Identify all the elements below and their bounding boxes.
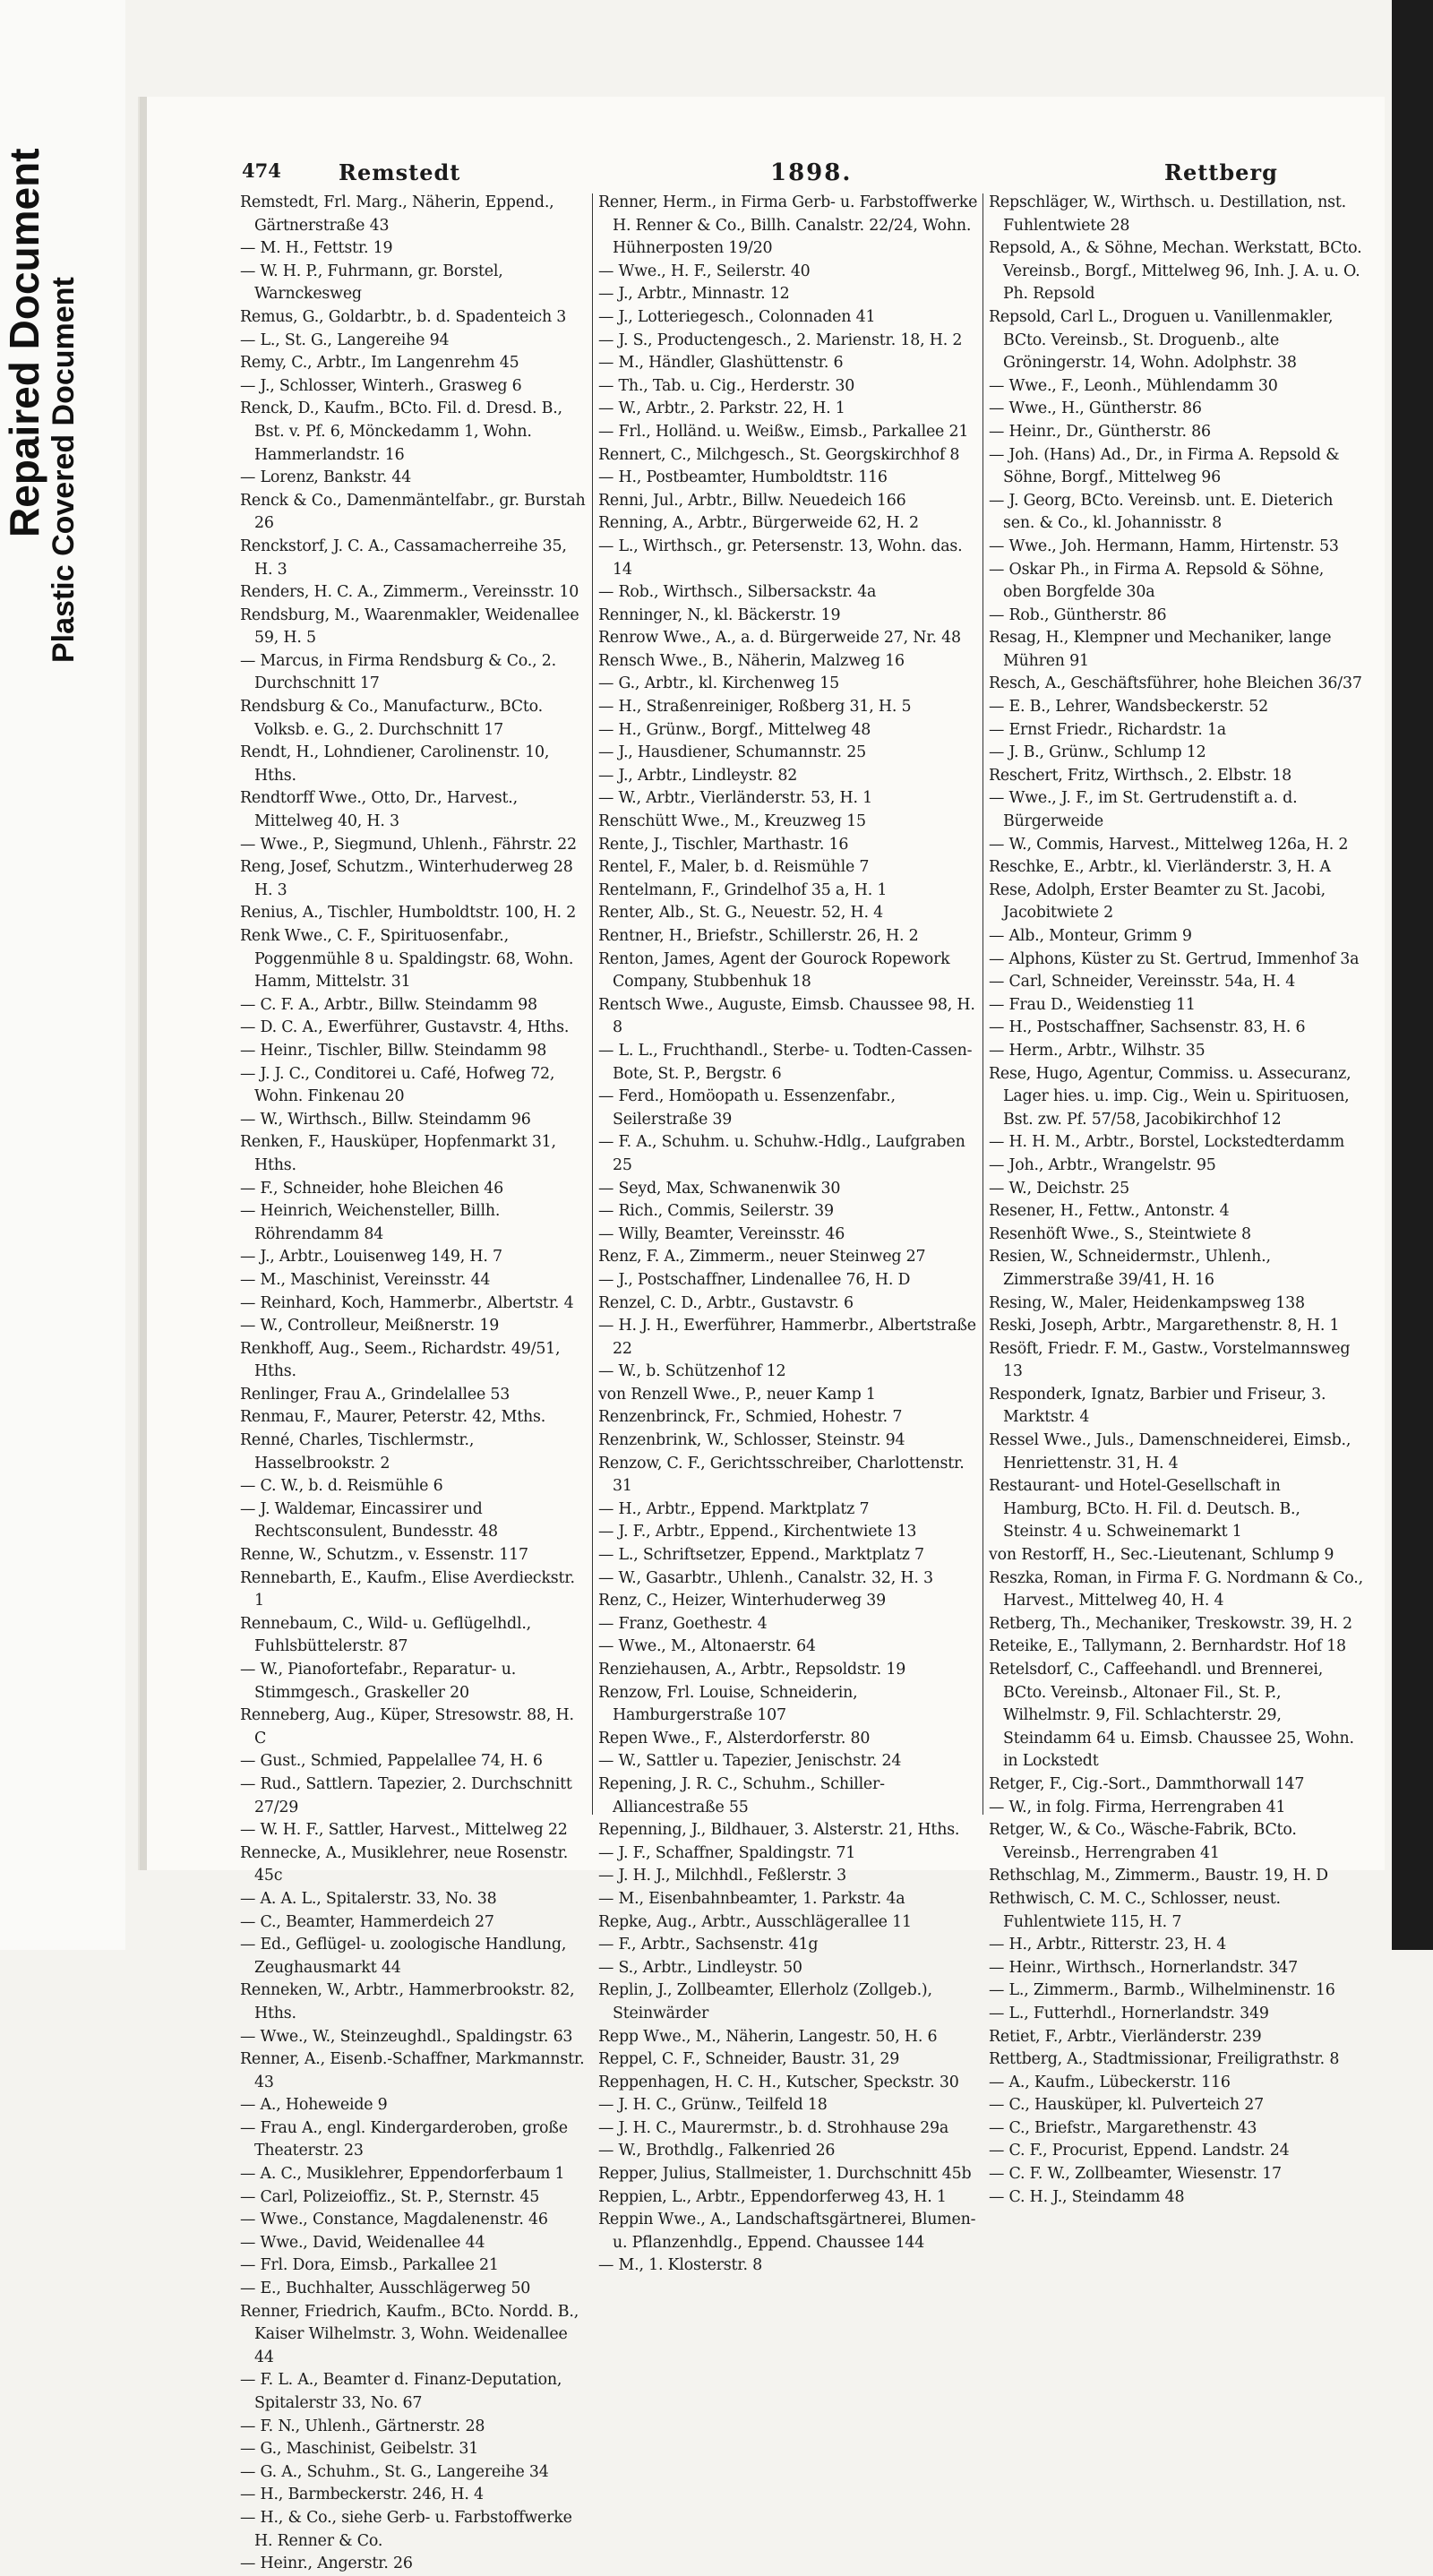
directory-entry: — Wwe., Constance, Magdalenenstr. 46 <box>240 2211 548 2229</box>
directory-entry: — W., Pianofortefabr., Reparatur- u. Stimmgesch., Graskeller 20 <box>240 1661 517 1702</box>
directory-entry: Resenhöft Wwe., S., Steintwiete 8 <box>989 1224 1251 1243</box>
directory-column-3 <box>989 192 1363 2206</box>
directory-entry: Rennebarth, E., Kaufm., Elise Averdieckstr. 1 <box>240 1568 575 1610</box>
directory-entry: — M., Händler, Glashüttenstr. 6 <box>598 354 844 373</box>
directory-entry: Renner, Friedrich, Kaufm., BCto. Nordd. B., Kaiser Wilhelmstr. 3, Wohn. Weidenallee 44 <box>240 2302 579 2366</box>
scan-margin-right <box>1392 0 1433 1950</box>
directory-entry: Remstedt, Frl. Marg., Näherin, Eppend., Gärtnerstraße 43 <box>240 193 554 235</box>
directory-entry: — L., Schriftsetzer, Eppend., Marktplatz 7 <box>598 1546 924 1565</box>
directory-entry: — Carl, Polizeioffiz., St. P., Sternstr. 45 <box>240 2187 540 2206</box>
directory-entry: Rentner, H., Briefstr., Schillerstr. 26, H. 2 <box>598 927 919 945</box>
directory-entry: Repen Wwe., F., Alsterdorferstr. 80 <box>598 1729 871 1747</box>
directory-entry: Rendsburg, M., Waarenmakler, Weidenallee 59, H. 5 <box>240 605 579 648</box>
directory-entry: — C., Briefstr., Margarethenstr. 43 <box>989 2118 1257 2137</box>
directory-entry: — Oskar Ph., in Firma A. Repsold & Söhne, oben Borgfelde 30a <box>989 560 1325 602</box>
directory-entry: — J., Lotteriegesch., Colonnaden 41 <box>598 307 876 326</box>
directory-entry: — W., Arbtr., 2. Parkstr. 22, H. 1 <box>598 399 845 418</box>
directory-entry: Renmau, F., Maurer, Peterstr. 42, Mths. <box>240 1408 546 1427</box>
directory-column-1 <box>240 192 588 2573</box>
directory-entry: Reszka, Roman, in Firma F. G. Nordmann & Co., Harvest., Mittelweg 40, H. 4 <box>989 1568 1363 1610</box>
directory-entry: Remy, C., Arbtr., Im Langenrehm 45 <box>240 354 519 373</box>
directory-entry: Renter, Alb., St. G., Neuestr. 52, H. 4 <box>598 904 884 923</box>
directory-entry: Retger, F., Cig.-Sort., Dammthorwall 147 <box>989 1774 1305 1793</box>
directory-entry: — W., b. Schützenhof 12 <box>598 1362 786 1381</box>
directory-entry: Reteike, E., Tallymann, 2. Bernhardstr. Hof 18 <box>989 1637 1346 1656</box>
directory-entry: Rennebaum, C., Wild- u. Geflügelhdl., Fuhlsbüttelerstr. 87 <box>240 1614 532 1656</box>
directory-entry: Renck & Co., Damenmäntelfabr., gr. Burstah 26 <box>240 491 586 533</box>
directory-entry: Rensch Wwe., B., Näherin, Malzweg 16 <box>598 651 905 670</box>
directory-entry: — Rob., Güntherstr. 86 <box>989 605 1167 624</box>
directory-entry: — Frau D., Weidenstieg 11 <box>989 995 1196 1014</box>
directory-entry: — J., Hausdiener, Schumannstr. 25 <box>598 743 866 762</box>
directory-entry: — Frl., Holländ. u. Weißw., Eimsb., Parkallee 21 <box>598 422 969 441</box>
directory-entry: Rendsburg & Co., Manufacturw., BCto. Volksb. e. G., 2. Durchschnitt 17 <box>240 698 543 739</box>
left-keyword: Remstedt <box>339 159 461 185</box>
directory-entry: Rennecke, A., Musiklehrer, neue Rosenstr. 45c <box>240 1843 569 1885</box>
directory-entry: Responderk, Ignatz, Barbier und Friseur, 3. Marktstr. 4 <box>989 1385 1326 1427</box>
directory-entry: Renschütt Wwe., M., Kreuzweg 15 <box>598 812 866 831</box>
directory-entry: Repenning, J., Bildhauer, 3. Alsterstr. 21, Hths. <box>598 1821 960 1840</box>
directory-entry: — Willy, Beamter, Vereinsstr. 46 <box>598 1224 845 1243</box>
directory-entry: Renzow, Frl. Louise, Schneiderin, Hamburgerstraße 107 <box>598 1683 858 1725</box>
directory-entry: — J., Arbtr., Louisenweg 149, H. 7 <box>240 1248 502 1267</box>
directory-entry: — D. C. A., Ewerführer, Gustavstr. 4, Hths. <box>240 1018 570 1037</box>
directory-entry: — H., Postbeamter, Humboldtstr. 116 <box>598 468 888 487</box>
directory-entry: — C. F. W., Zollbeamter, Wiesenstr. 17 <box>989 2165 1282 2184</box>
directory-entry: — J. F., Schaffner, Spaldingstr. 71 <box>598 1843 856 1862</box>
directory-entry: — W., Brothdlg., Falkenried 26 <box>598 2142 836 2160</box>
directory-entry: — Rob., Wirthsch., Silbersackstr. 4a <box>598 583 877 602</box>
directory-entry: Remus, G., Goldarbtr., b. d. Spadenteich 3 <box>240 307 567 326</box>
directory-entry: Reppel, C. F., Schneider, Baustr. 31, 29 <box>598 2050 900 2069</box>
directory-entry: Repening, J. R. C., Schuhm., Schiller-Alliancestraße 55 <box>598 1774 885 1816</box>
directory-entry: — Heinr., Angerstr. 26 <box>240 2555 413 2573</box>
directory-entry: — C. H. J., Steindamm 48 <box>989 2187 1185 2206</box>
directory-entry: — H. J. H., Ewerführer, Hammerbr., Albertstraße 22 <box>598 1317 976 1358</box>
directory-entry: Rentel, F., Maler, b. d. Reismühle 7 <box>598 858 870 877</box>
directory-entry: Renckstorf, J. C. A., Cassamacherreihe 35, H. 3 <box>240 537 567 579</box>
directory-entry: Repschläger, W., Wirthsch. u. Destillation, nst. Fuhlentwiete 28 <box>989 193 1346 235</box>
page-number: 474 <box>242 159 281 182</box>
page-header <box>242 159 1361 190</box>
directory-entry: Renner, A., Eisenb.-Schaffner, Markmannstr. 43 <box>240 2050 585 2091</box>
directory-entry: — E. B., Lehrer, Wandsbeckerstr. 52 <box>989 698 1268 717</box>
directory-entry: — Wwe., J. F., im St. Gertrudenstift a. d. Bürgerweide <box>989 789 1298 831</box>
directory-entry: — Heinr., Wirthsch., Hornerlandstr. 347 <box>989 1958 1298 1977</box>
directory-entry: — S., Arbtr., Lindleystr. 50 <box>598 1958 802 1977</box>
directory-entry: Renzel, C. D., Arbtr., Gustavstr. 6 <box>598 1293 854 1312</box>
directory-entry: Reski, Joseph, Arbtr., Margarethenstr. 8, H. 1 <box>989 1317 1340 1335</box>
directory-entry: — Wwe., M., Altonaerstr. 64 <box>598 1637 816 1656</box>
directory-entry: Renzow, C. F., Gerichtsschreiber, Charlottenstr. 31 <box>598 1454 965 1496</box>
directory-entry: — Ferd., Homöopath u. Essenzenfabr., Seilerstraße 39 <box>598 1087 896 1129</box>
directory-entry: — Joh., Arbtr., Wrangelstr. 95 <box>989 1155 1216 1174</box>
directory-entry: Reschke, E., Arbtr., kl. Vierländerstr. 3, H. A <box>989 858 1331 877</box>
directory-entry: Renzenbrink, W., Schlosser, Steinstr. 94 <box>598 1431 905 1450</box>
directory-entry: — A., Hoheweide 9 <box>240 2096 388 2115</box>
directory-entry: — G., Arbtr., kl. Kirchenweg 15 <box>598 674 839 693</box>
directory-entry: Renné, Charles, Tischlermstr., Hasselbrookstr. 2 <box>240 1431 475 1473</box>
directory-entry: Renneberg, Aug., Küper, Stresowstr. 88, H. C <box>240 1706 574 1747</box>
directory-entry: — W., Wirthsch., Billw. Steindamm 96 <box>240 1110 531 1129</box>
directory-entry: — M., Eisenbahnbeamter, 1. Parkstr. 4a <box>598 1889 905 1908</box>
directory-entry: — J. H. C., Maurermstr., b. d. Strohhause 29a <box>598 2118 949 2137</box>
directory-entry: — H., Postschaffner, Sachsenstr. 83, H. 6 <box>989 1018 1306 1037</box>
directory-entry: Rese, Hugo, Agentur, Commiss. u. Assecuranz, Lager hies. u. imp. Cig., Wein u. Spirituosen, Bst. zw. Pf. 57/58, Jacobikirchhof 12 <box>989 1064 1351 1129</box>
directory-entry: Repke, Aug., Arbtr., Ausschlägerallee 11 <box>598 1912 912 1931</box>
directory-entry: von Renzell Wwe., P., neuer Kamp 1 <box>598 1385 876 1404</box>
directory-entry: — J. Georg, BCto. Vereinsb. unt. E. Dieterich sen. & Co., kl. Johannisstr. 8 <box>989 491 1334 533</box>
directory-entry: — W., Sattler u. Tapezier, Jenischstr. 24 <box>598 1752 902 1771</box>
directory-entry: — J. H. C., Grünw., Teilfeld 18 <box>598 2096 828 2115</box>
directory-entry: Reppien, L., Arbtr., Eppendorferweg 43, H. 1 <box>598 2187 947 2206</box>
directory-entry: Rentsch Wwe., Auguste, Eimsb. Chaussee 98, H. 8 <box>598 995 975 1037</box>
directory-entry: — Wwe., W., Steinzeughdl., Spaldingstr. 63 <box>240 2027 573 2046</box>
directory-entry: Resien, W., Schneidermstr., Uhlenh., Zimmerstraße 39/41, H. 16 <box>989 1248 1271 1289</box>
directory-entry: — E., Buchhalter, Ausschlägerweg 50 <box>240 2280 531 2298</box>
directory-entry: Renner, Herm., in Firma Gerb- u. Farbstoffwerke H. Renner & Co., Billh. Canalstr. 22/24, Wohn. Hühnerposten 19/20 <box>598 193 978 258</box>
directory-entry: Renz, F. A., Zimmerm., neuer Steinweg 27 <box>598 1248 926 1267</box>
page-binding-edge <box>140 97 147 1870</box>
repaired-label: Repaired Document <box>1 148 47 537</box>
directory-entry: Renton, James, Agent der Gourock Ropework Company, Stubbenhuk 18 <box>598 949 950 992</box>
directory-entry: Resing, W., Maler, Heidenkampsweg 138 <box>989 1293 1305 1312</box>
directory-entry: — L., Wirthsch., gr. Petersenstr. 13, Wohn. das. 14 <box>598 537 963 579</box>
directory-entry: Resch, A., Geschäftsführer, hohe Bleichen 36/37 <box>989 674 1362 693</box>
directory-entry: — A. C., Musiklehrer, Eppendorferbaum 1 <box>240 2165 565 2184</box>
directory-entry: Rese, Adolph, Erster Beamter zu St. Jacobi, Jacobitwiete 2 <box>989 880 1326 923</box>
directory-entry: — Ernst Friedr., Richardstr. 1a <box>989 720 1226 739</box>
directory-entry: — W., Controlleur, Meißnerstr. 19 <box>240 1317 500 1335</box>
directory-entry: Ressel Wwe., Juls., Damenschneiderei, Eimsb., Henriettenstr. 31, H. 4 <box>989 1431 1351 1473</box>
directory-entry: — C. F., Procurist, Eppend. Landstr. 24 <box>989 2142 1290 2160</box>
directory-entry: Repsold, A., & Söhne, Mechan. Werkstatt, BCto. Vereinsb., Borgf., Mittelweg 96, Inh. J. A. u. O. Ph. Repsold <box>989 239 1362 304</box>
directory-entry: Reng, Josef, Schutzm., Winterhuderweg 28 H. 3 <box>240 858 573 899</box>
directory-entry: — M., Maschinist, Vereinsstr. 44 <box>240 1270 491 1289</box>
directory-entry: — Rud., Sattlern. Tapezier, 2. Durchschnitt 27/29 <box>240 1774 572 1816</box>
directory-entry: Renni, Jul., Arbtr., Billw. Neuedeich 166 <box>598 491 906 510</box>
directory-entry: — C. W., b. d. Reismühle 6 <box>240 1477 443 1496</box>
plastic-covered-label: Plastic Covered Document <box>47 277 81 663</box>
directory-entry: — J. Waldemar, Eincassirer und Rechtsconsulent, Bundesstr. 48 <box>240 1499 498 1541</box>
directory-entry: Renlinger, Frau A., Grindelallee 53 <box>240 1385 511 1404</box>
directory-entry: — J., Schlosser, Winterh., Grasweg 6 <box>240 376 522 395</box>
directory-entry: Rendtorff Wwe., Otto, Dr., Harvest., Mittelweg 40, H. 3 <box>240 789 518 831</box>
directory-entry: Rente, J., Tischler, Marthastr. 16 <box>598 835 849 854</box>
directory-entry: — J. F., Arbtr., Eppend., Kirchentwiete 13 <box>598 1523 917 1541</box>
directory-entry: — W., Gasarbtr., Uhlenh., Canalstr. 32, H. 3 <box>598 1568 933 1587</box>
directory-entry: Renrow Wwe., A., a. d. Bürgerweide 27, Nr. 48 <box>598 629 961 648</box>
directory-entry: — Heinr., Tischler, Billw. Steindamm 98 <box>240 1041 547 1060</box>
directory-entry: — Frl. Dora, Eimsb., Parkallee 21 <box>240 2256 499 2275</box>
directory-entry: — H., Straßenreiniger, Roßberg 31, H. 5 <box>598 698 912 717</box>
directory-entry: Renzenbrinck, Fr., Schmied, Hohestr. 7 <box>598 1408 903 1427</box>
directory-entry: — J. H. J., Milchhdl., Feßlerstr. 3 <box>598 1867 846 1885</box>
directory-entry: — L., Futterhdl., Hornerlandstr. 349 <box>989 2004 1269 2022</box>
directory-entry: — G. A., Schuhm., St. G., Langereihe 34 <box>240 2462 549 2481</box>
right-keyword: Rettberg <box>1164 159 1278 185</box>
year-heading: 1898. <box>770 159 853 186</box>
directory-entry: — W., Deichstr. 25 <box>989 1179 1129 1198</box>
directory-entry: — F. L. A., Beamter d. Finanz-Deputation, Spitalerstr 33, No. 67 <box>240 2371 562 2412</box>
directory-entry: — H., Grünw., Borgf., Mittelweg 48 <box>598 720 871 739</box>
directory-entry: — L. L., Fruchthandl., Sterbe- u. Todten-Cassen-Bote, St. P., Bergstr. 6 <box>598 1041 973 1083</box>
directory-entry: — H., Arbtr., Ritterstr. 23, H. 4 <box>989 1936 1227 1954</box>
directory-entry: Renziehausen, A., Arbtr., Repsoldstr. 19 <box>598 1661 906 1679</box>
directory-entry: Rettberg, A., Stadtmissionar, Freiligrathstr. 8 <box>989 2050 1340 2069</box>
directory-entry: Renken, F., Hausküper, Hopfenmarkt 31, Hths. <box>240 1133 556 1174</box>
directory-entry: — Gust., Schmied, Pappelallee 74, H. 6 <box>240 1752 543 1771</box>
directory-entry: Retiet, F., Arbtr., Vierländerstr. 239 <box>989 2027 1262 2046</box>
directory-entry: — H. H. M., Arbtr., Borstel, Lockstedterdamm <box>989 1133 1345 1152</box>
directory-entry: — F., Schneider, hohe Bleichen 46 <box>240 1179 504 1198</box>
directory-entry: — Th., Tab. u. Cig., Herderstr. 30 <box>598 376 855 395</box>
directory-entry: Repsold, Carl L., Droguen u. Vanillenmakler, BCto. Vereinsb., St. Droguenb., alte Gröningerstr. 14, Wohn. Adolphstr. 38 <box>989 307 1334 373</box>
directory-entry: — C., Hausküper, kl. Pulverteich 27 <box>989 2096 1264 2115</box>
directory-entry: — M., 1. Klosterstr. 8 <box>598 2256 763 2275</box>
directory-entry: — J., Arbtr., Minnastr. 12 <box>598 285 790 304</box>
directory-entry: — J. S., Productengesch., 2. Marienstr. 18, H. 2 <box>598 331 963 349</box>
directory-entry: Renneken, W., Arbtr., Hammerbrookstr. 82, Hths. <box>240 1981 575 2022</box>
directory-entry: — Rich., Commis, Seilerstr. 39 <box>598 1202 834 1221</box>
directory-entry: — A. A. L., Spitalerstr. 33, No. 38 <box>240 1889 497 1908</box>
directory-entry: — Lorenz, Bankstr. 44 <box>240 468 412 487</box>
directory-entry: Repp Wwe., M., Näherin, Langestr. 50, H. 6 <box>598 2027 938 2046</box>
directory-entry: Renz, C., Heizer, Winterhuderweg 39 <box>598 1592 887 1610</box>
directory-entry: — W. H. F., Sattler, Harvest., Mittelweg 22 <box>240 1821 568 1840</box>
directory-entry: Renius, A., Tischler, Humboldtstr. 100, H. 2 <box>240 904 577 923</box>
directory-entry: Renne, W., Schutzm., v. Essenstr. 117 <box>240 1546 528 1565</box>
directory-entry: — Herm., Arbtr., Wilhstr. 35 <box>989 1041 1206 1060</box>
directory-entry: — M. H., Fettstr. 19 <box>240 239 393 258</box>
directory-column-2 <box>598 192 978 2275</box>
directory-entry: Rethwisch, C. M. C., Schlosser, neust. Fuhlentwiete 115, H. 7 <box>989 1889 1281 1931</box>
directory-entry: — J. B., Grünw., Schlump 12 <box>989 743 1206 762</box>
directory-entry: Reppin Wwe., A., Landschaftsgärtnerei, Blumen- u. Pflanzenhdlg., Eppend. Chaussee 144 <box>598 2211 976 2252</box>
directory-entry: — Alb., Monteur, Grimm 9 <box>989 927 1192 945</box>
directory-entry: Retelsdorf, C., Caffeehandl. und Brennerei, BCto. Vereinsb., Altonaer Fil., St. P., Wilhelmstr. 9, Fil. Schlachterstr. 29, Steindamm 64 u. Eimsb. Chaussee 25, Wohn. in Lockstedt <box>989 1661 1354 1771</box>
directory-entry: — W., in folg. Firma, Herrengraben 41 <box>989 1798 1286 1816</box>
directory-entry: — Joh. (Hans) Ad., Dr., in Firma A. Repsold & Söhne, Borgf., Mittelweg 96 <box>989 445 1340 487</box>
directory-entry: — Frau A., engl. Kindergarderoben, große Theaterstr. 23 <box>240 2118 568 2160</box>
directory-entry: von Restorff, H., Sec.-Lieutenant, Schlump 9 <box>989 1546 1334 1565</box>
directory-entry: Retger, W., & Co., Wäsche-Fabrik, BCto. Vereinsb., Herrengraben 41 <box>989 1821 1297 1862</box>
directory-entry: Resöft, Friedr. F. M., Gastw., Vorstelmannsweg 13 <box>989 1339 1351 1381</box>
directory-entry: — W., Arbtr., Vierländerstr. 53, H. 1 <box>598 789 873 808</box>
directory-entry: Renders, H. C. A., Zimmerm., Vereinsstr. 10 <box>240 583 579 602</box>
directory-entry: — C., Beamter, Hammerdeich 27 <box>240 1912 494 1931</box>
directory-entry: — Ed., Geflügel- u. zoologische Handlung, Zeughausmarkt 44 <box>240 1936 567 1977</box>
directory-entry: — Wwe., P., Siegmund, Uhlenh., Fährstr. 22 <box>240 835 577 854</box>
directory-entry: Reppenhagen, H. C. H., Kutscher, Speckstr. 30 <box>598 2073 959 2091</box>
directory-entry: — Seyd, Max, Schwanenwik 30 <box>598 1179 841 1198</box>
directory-entry: — Alphons, Küster zu St. Gertrud, Immenhof 3a <box>989 949 1360 968</box>
directory-entry: — Wwe., H., Güntherstr. 86 <box>989 399 1202 418</box>
directory-entry: Renck, D., Kaufm., BCto. Fil. d. Dresd. B., Bst. v. Pf. 6, Mönckedamm 1, Wohn. Hammerlandstr. 16 <box>240 399 562 464</box>
directory-entry: — Wwe., H. F., Seilerstr. 40 <box>598 262 811 280</box>
directory-entry: — F. N., Uhlenh., Gärtnerstr. 28 <box>240 2417 485 2435</box>
directory-entry: — W., Commis, Harvest., Mittelweg 126a, H. 2 <box>989 835 1349 854</box>
directory-entry: — J., Postschaffner, Lindenallee 76, H. D <box>598 1270 911 1289</box>
directory-entry: — Wwe., F., Leonh., Mühlendamm 30 <box>989 376 1278 395</box>
directory-entry: Renning, A., Arbtr., Bürgerweide 62, H. 2 <box>598 514 919 533</box>
directory-entry: Rendt, H., Lohndiener, Carolinenstr. 10, Hths. <box>240 743 550 785</box>
directory-entry: — Heinrich, Weichensteller, Billh. Röhrendamm 84 <box>240 1202 501 1243</box>
directory-entry: — A., Kaufm., Lübeckerstr. 116 <box>989 2073 1231 2091</box>
directory-entry: Rennert, C., Milchgesch., St. Georgskirchhof 8 <box>598 445 960 464</box>
directory-entry: — Marcus, in Firma Rendsburg & Co., 2. Durchschnitt 17 <box>240 651 556 693</box>
directory-entry: — F., Arbtr., Sachsenstr. 41g <box>598 1936 819 1954</box>
directory-entry: — F. A., Schuhm. u. Schuhw.-Hdlg., Laufgraben 25 <box>598 1133 965 1174</box>
directory-entry: — Wwe., David, Weidenallee 44 <box>240 2233 485 2252</box>
column-divider <box>592 193 593 1815</box>
directory-entry: Renkhoff, Aug., Seem., Richardstr. 49/51, Hths. <box>240 1339 561 1381</box>
directory-entry: Retberg, Th., Mechaniker, Treskowstr. 39, H. 2 <box>989 1614 1352 1633</box>
directory-entry: Reschert, Fritz, Wirthsch., 2. Elbstr. 18 <box>989 766 1291 785</box>
directory-entry: — W. H. P., Fuhrmann, gr. Borstel, Warnckesweg <box>240 262 503 304</box>
directory-entry: Replin, J., Zollbeamter, Ellerholz (Zollgeb.), Steinwärder <box>598 1981 932 2022</box>
directory-entry: Resener, H., Fettw., Antonstr. 4 <box>989 1202 1230 1221</box>
directory-entry: — Carl, Schneider, Vereinsstr. 54a, H. 4 <box>989 973 1296 992</box>
directory-entry: — G., Maschinist, Geibelstr. 31 <box>240 2440 479 2459</box>
directory-entry: Resag, H., Klempner und Mechaniker, lange Mühren 91 <box>989 629 1332 670</box>
directory-entry: — C. F. A., Arbtr., Billw. Steindamm 98 <box>240 995 537 1014</box>
directory-entry: Renninger, N., kl. Bäckerstr. 19 <box>598 605 841 624</box>
directory-entry: Renk Wwe., C. F., Spirituosenfabr., Poggenmühle 8 u. Spaldingstr. 68, Wohn. Hamm, Mittelstr. 31 <box>240 927 574 992</box>
directory-entry: Rethschlag, M., Zimmerm., Baustr. 19, H. D <box>989 1867 1328 1885</box>
directory-entry: — Reinhard, Koch, Hammerbr., Albertstr. 4 <box>240 1293 574 1312</box>
directory-entry: — H., Barmbeckerstr. 246, H. 4 <box>240 2486 484 2504</box>
directory-entry: — Heinr., Dr., Güntherstr. 86 <box>989 422 1211 441</box>
directory-entry: — L., St. G., Langereihe 94 <box>240 331 450 349</box>
directory-entry: — Wwe., Joh. Hermann, Hamm, Hirtenstr. 53 <box>989 537 1339 555</box>
directory-entry: — H., & Co., siehe Gerb- u. Farbstoffwerke H. Renner & Co. <box>240 2508 572 2550</box>
directory-entry: — J., Arbtr., Lindleystr. 82 <box>598 766 798 785</box>
directory-entry: Repper, Julius, Stallmeister, 1. Durchschnitt 45b <box>598 2165 972 2184</box>
directory-entry: — L., Zimmerm., Barmb., Wilhelminenstr. 16 <box>989 1981 1335 2000</box>
directory-entry: — Franz, Goethestr. 4 <box>598 1614 768 1633</box>
directory-entry: Rentelmann, F., Grindelhof 35 a, H. 1 <box>598 880 888 899</box>
directory-entry: Restaurant- und Hotel-Gesellschaft in Hamburg, BCto. H. Fil. d. Deutsch. B., Steinstr. 4 u. Schweinemarkt 1 <box>989 1477 1300 1541</box>
directory-entry: — J. J. C., Conditorei u. Café, Hofweg 72, Wohn. Finkenau 20 <box>240 1064 555 1106</box>
directory-entry: — H., Arbtr., Eppend. Marktplatz 7 <box>598 1499 870 1518</box>
